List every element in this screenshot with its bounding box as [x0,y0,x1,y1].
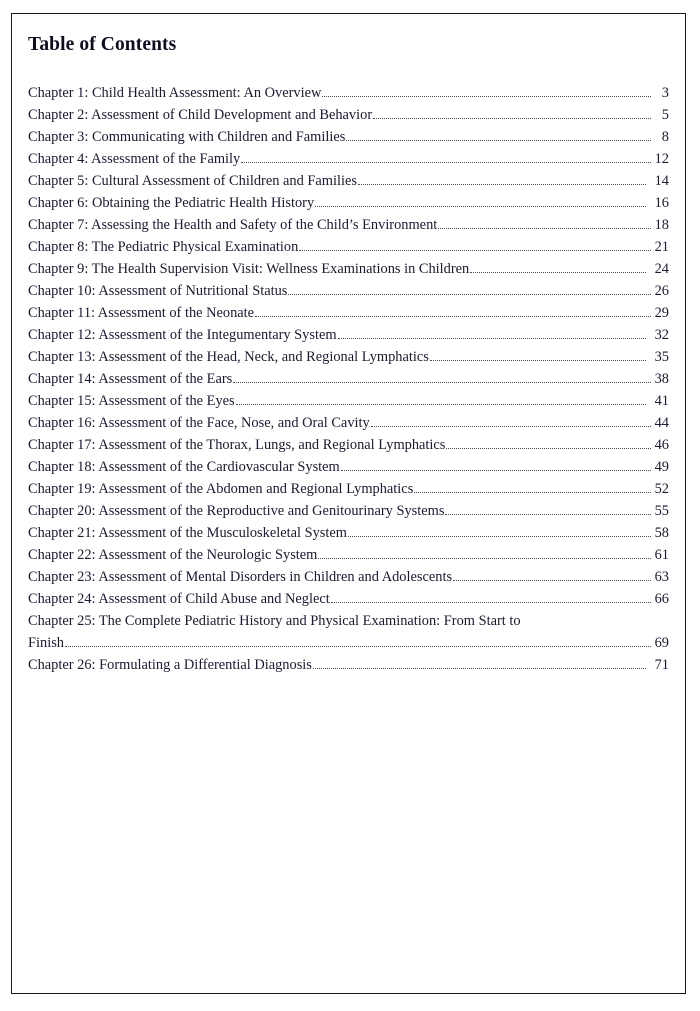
toc-entry-title: Chapter 12: Assessment of the Integumentary System [28,327,337,344]
toc-entry[interactable] [28,104,669,126]
toc-page-number: 18 [654,217,669,234]
toc-entry-title: Chapter 11: Assessment of the Neonate [28,305,255,322]
toc-page-number: 38 [654,371,669,388]
toc-page-number: 58 [654,525,669,542]
toc-entry-title: Chapter 2: Assessment of Child Development and Behavior [28,107,373,124]
toc-entry[interactable] [28,148,669,170]
toc-entry-title: Chapter 8: The Pediatric Physical Examination [28,239,299,256]
toc-dot-leader [241,162,651,163]
toc-dot-leader [348,536,651,537]
toc-page-number: 63 [654,569,669,586]
toc-entry[interactable] [28,500,669,522]
toc-entry[interactable] [28,82,669,104]
toc-dot-leader [430,360,646,361]
toc-entry[interactable] [28,192,669,214]
toc-entry-title: Chapter 6: Obtaining the Pediatric Health History [28,195,315,212]
toc-dot-leader [236,404,646,405]
toc-entry[interactable] [28,280,669,302]
toc-dot-leader [318,558,651,559]
toc-entry[interactable] [28,654,669,676]
toc-entry-title-continuation [28,632,669,654]
toc-dot-leader [255,316,651,317]
toc-entry-title: Chapter 16: Assessment of the Face, Nose, and Oral Cavity [28,415,370,432]
toc-entry-title: Chapter 21: Assessment of the Musculoskeletal System [28,525,347,542]
toc-page-number: 5 [661,107,669,124]
toc-entry-title: Chapter 19: Assessment of the Abdomen and Regional Lymphatics [28,481,414,498]
toc-page-number: 3 [661,85,669,102]
toc-page-number: 49 [654,459,669,476]
toc-page-number: 16 [654,195,669,212]
toc-entry-title: Chapter 3: Communicating with Children and Families [28,129,346,146]
toc-dot-leader [313,668,646,669]
toc-entry-title: Chapter 24: Assessment of Child Abuse and Neglect [28,591,330,608]
toc-entry-title: Chapter 22: Assessment of the Neurologic System [28,547,318,564]
toc-entry[interactable] [28,390,669,412]
toc-dot-leader [373,118,651,119]
toc-entry[interactable] [28,302,669,324]
toc-entry[interactable] [28,588,669,610]
toc-dot-leader [322,96,651,97]
toc-page-number: 32 [654,327,669,344]
toc-page-number: 55 [654,503,669,520]
toc-page-number: 14 [654,173,669,190]
toc-entry[interactable] [28,258,669,280]
toc-entry-title: Chapter 7: Assessing the Health and Safety of the Child’s Environment [28,217,438,234]
toc-dot-leader [453,580,651,581]
toc-entry-title: Chapter 10: Assessment of Nutritional Status [28,283,288,300]
toc-dot-leader [371,426,651,427]
toc-page-number: 66 [654,591,669,608]
toc-entry-title: Chapter 15: Assessment of the Eyes [28,393,235,410]
toc-entry[interactable] [28,610,669,654]
toc-dot-leader [470,272,646,273]
toc-entry-title-line2: Finish [28,635,64,652]
toc-entry[interactable] [28,368,669,390]
toc-entry-title: Chapter 13: Assessment of the Head, Neck, and Regional Lymphatics [28,349,429,366]
toc-dot-leader [288,294,651,295]
toc-entry[interactable] [28,456,669,478]
toc-entry[interactable] [28,434,669,456]
page-title: Table of Contents [28,34,177,55]
toc-dot-leader [358,184,646,185]
toc-dot-leader [338,338,646,339]
toc-entry-title: Chapter 20: Assessment of the Reproductive and Genitourinary Systems [28,503,445,520]
toc-dot-leader [331,602,651,603]
document-content-area [28,24,669,983]
toc-dot-leader [445,514,651,515]
toc-entry-title: Chapter 25: The Complete Pediatric History and Physical Examination: From Start to [28,613,521,630]
toc-page-number: 26 [654,283,669,300]
toc-entry[interactable] [28,478,669,500]
toc-page-number: 41 [654,393,669,410]
toc-entry-title: Chapter 5: Cultural Assessment of Children and Families [28,173,357,190]
toc-dot-leader [315,206,646,207]
toc-entry[interactable] [28,170,669,192]
toc-page-number: 71 [654,657,669,674]
toc-dot-leader [414,492,651,493]
toc-page-number: 21 [654,239,669,256]
toc-page-number: 12 [654,151,669,168]
toc-entry[interactable] [28,214,669,236]
toc-entry[interactable] [28,522,669,544]
toc-entry[interactable] [28,566,669,588]
toc-entry[interactable] [28,412,669,434]
toc-page-number: 29 [654,305,669,322]
toc-entry[interactable] [28,346,669,368]
toc-page-number: 24 [654,261,669,278]
toc-entry-title: Chapter 18: Assessment of the Cardiovascular System [28,459,340,476]
toc-page-number: 61 [654,547,669,564]
toc-page-number: 69 [654,635,669,652]
toc-dot-leader [65,646,651,647]
toc-dot-leader [346,140,651,141]
toc-dot-leader [438,228,651,229]
toc-dot-leader [341,470,651,471]
toc-page-number: 44 [654,415,669,432]
toc-entry[interactable] [28,236,669,258]
table-of-contents-list [28,82,669,676]
toc-dot-leader [299,250,651,251]
toc-entry[interactable] [28,324,669,346]
toc-entry-title: Chapter 4: Assessment of the Family [28,151,241,168]
toc-entry-title: Chapter 9: The Health Supervision Visit: Wellness Examinations in Children [28,261,470,278]
toc-entry-title: Chapter 17: Assessment of the Thorax, Lungs, and Regional Lymphatics [28,437,446,454]
toc-entry[interactable] [28,544,669,566]
toc-entry-title: Chapter 14: Assessment of the Ears [28,371,233,388]
toc-entry-title: Chapter 23: Assessment of Mental Disorders in Children and Adolescents [28,569,453,586]
toc-entry-title: Chapter 1: Child Health Assessment: An Overview [28,85,322,102]
toc-page-number: 46 [654,437,669,454]
toc-page-number: 52 [654,481,669,498]
toc-entry[interactable] [28,126,669,148]
toc-page-number: 8 [661,129,669,146]
toc-entry-title: Chapter 26: Formulating a Differential Diagnosis [28,657,312,674]
toc-dot-leader [233,382,651,383]
toc-page-number: 35 [654,349,669,366]
document-page-border [11,13,686,994]
toc-dot-leader [446,448,651,449]
